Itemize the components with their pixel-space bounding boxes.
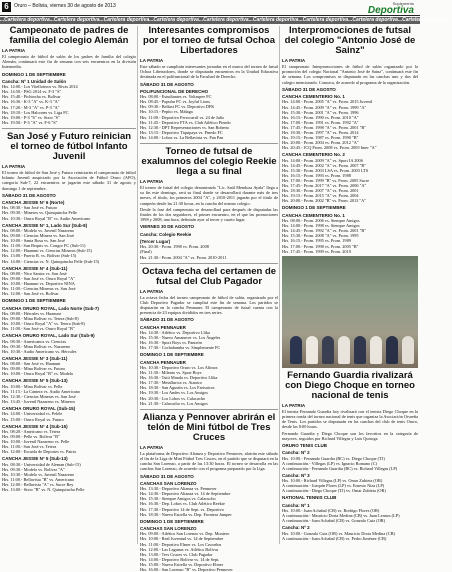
- venue-heading: Cancha: Nº 1: [282, 502, 310, 508]
- schedule-heading: SÁBADO 31 DE AGOSTO: [140, 81, 194, 87]
- fixture-line: Hrs. 10:30.- Audio Americano vs. Hércules: [2, 348, 77, 354]
- schedule-heading: DOMINGO 1 DE SEPTIEMBRE: [282, 205, 346, 211]
- article-title: Alianza y Pennover abrirán el telón de Mini fútbol de Tres Cruces: [142, 411, 276, 443]
- schedule-heading: SÁBADO 31 DE AGOSTO: [140, 317, 194, 323]
- fixture-line: Hrs. 11:45.- Deportivo FTA vs. Club Atlético Pinedo: [140, 119, 231, 125]
- fixture-line: Hrs. 14:45.- Prom. 2002 "A" vs. Prom. 2007 "B": [282, 162, 367, 168]
- fixture-line: Hrs. 19:30.- Los Andes vs. Los Amigos: [140, 390, 208, 396]
- fixture-line: Hrs. 09:00.- Pelle vs. Bolívar "B": [2, 434, 60, 440]
- article-body: Desde la fase del campeonato se desarrollará para después de disputadas las finales de los dos seguidores, el primer encuentro, en el que las promociones 1998 y 2008, una hora, definirán ayer al tercer y cuarto lugar.: [140, 206, 278, 223]
- column-middle: [140, 25, 278, 572]
- venue-heading: ORURO TENIS CLUB: [282, 442, 327, 448]
- venue-heading: CANCHA PENNAUER: [140, 324, 186, 330]
- article-body: El torneo de futsal del colegio denominado "Lic. Saúl Mendoza Ayala" llega a su fin este domingo, será su final donde se desarrollará durante más de tres meses, el título, los primeros 2004 "A", y 2010-2011 jugarán por el título de campeón desde las 21:30 horas, en la cancha del mismo colegio.: [140, 185, 278, 206]
- photo-figure: [402, 336, 414, 364]
- fixture-list: [2, 429, 136, 454]
- article-kicker: LA PATRIA: [140, 444, 164, 450]
- venue-heading: CANCHAS SAN LORENZO: [140, 480, 197, 486]
- fixture-list: [2, 228, 136, 264]
- venue-heading: Cancha: Nº 1 Unidad de Salón: [2, 78, 67, 84]
- column-divider: [279, 26, 280, 544]
- fixture-line: Hrs. 08:00.- Hércules vs. Huanuni: [2, 310, 61, 316]
- article-title: Fernando Guardia rivalizará con Diego Choque en torneo nacional de tenis: [285, 369, 415, 401]
- fixture-line: Hrs. 14:00.- Prom. 2009 "A" vs. Sport IA 2006: [282, 157, 363, 163]
- article-kicker: LA PATRIA: [140, 179, 164, 185]
- fixture-line: Hrs. 14:30.- Deportivo Alianza vs. 14 de Septiembre: [140, 491, 231, 497]
- fixture-list: [140, 94, 278, 140]
- venue-heading: CANCHA CEMENTERIO No. 2: [282, 152, 345, 158]
- fixture-list: [282, 456, 418, 471]
- fixture-line: Hrs. 19:00.- P-3 "S" vs. Sixto "S": [2, 114, 60, 120]
- fixture-line: Hrs. 14:30.- Atlético vs. Deportivo Llika: [140, 330, 210, 336]
- divider: [140, 409, 278, 410]
- fixture-line: A continuación.- Juan Achabal (CB) vs. Gonzalo Cuiz (OR): [282, 518, 386, 524]
- photo-figure: [370, 336, 382, 364]
- venue-heading: CANCHA ORURO ROYAL (Sub-15): [2, 406, 76, 412]
- fixture-list: [282, 218, 418, 254]
- article-kicker: LA PATRIA: [282, 402, 306, 408]
- fixture-line: Hrs. 09:00.- San José vs. Oruro Royal "A": [2, 275, 75, 281]
- venue-heading: CANCHA JESSIE N° 4 (Sub-11): [2, 265, 68, 271]
- fixture-line: Hrs. 12:30.- DPT Representaciones vs. San Roberto: [140, 124, 230, 130]
- fixture-line: Hrs. 11:00.- Ciencias Mineras vs. San José: [2, 286, 76, 292]
- fixture-line: Hrs. 14:00.- Deportivo Bolívar vs. 14 de Sept.: [140, 556, 220, 562]
- venue-heading: Cancha: Nº 2: [282, 525, 310, 531]
- fixture-line: Hrs. 18:30.- Prom. 1997 "A" vs. Prom. 2014: [282, 129, 359, 135]
- column-right: [282, 26, 418, 544]
- venue-heading: POLIFUNCIONAL DE DERECHO: [140, 88, 209, 94]
- fixture-line: A continuación.- Mauricio Doria Medina (CB) vs. Juan Leanos (LP): [282, 513, 400, 519]
- fixture-line: Hrs. 16:30.- K-3 "A" vs. K-3 "A": [2, 99, 60, 105]
- fixture-list: [282, 158, 418, 204]
- fixture-line: Hrs. 17:45.- Prom. 2017 "A" vs. Prom. 2006 "A": [282, 183, 367, 189]
- divider: [140, 143, 278, 144]
- fixture-line: Hrs. 17:00.- Prom. 1998 vs. Prom. 2005 "B": [282, 243, 359, 249]
- article-kicker: LA PATRIA: [282, 58, 306, 63]
- photo-figure: [290, 336, 302, 364]
- fixture-line: Hrs. 14:45.- Prom. 2009 "A" vs. Prom. 1999 "A": [282, 104, 367, 110]
- fixture-line: Hrs. 10:00.- Oruro Royal "A" vs. Tetera (Sub-8): [2, 321, 85, 327]
- article-title: Interesantes compromisos por el torneo de futsal Ochoa Libertadores: [143, 25, 275, 56]
- schedule-heading: DOMINGO 1 DE SEPTIEMBRE: [2, 298, 66, 304]
- fixture-line: Hrs. 08:30.- Americanos vs. Ciencias: [2, 338, 67, 344]
- venue-heading: Cancha: Nº 3: [282, 472, 310, 478]
- fixture-list: [140, 531, 278, 572]
- fixture-line: Hrs. 16:00.- San Lorenzo "B" vs. Deportivo Pennover: [140, 566, 233, 572]
- fixture-line: Hrs. 10:00.- Huanuni vs. Deportivo NINA: [2, 281, 75, 287]
- fixture-line: Hrs. 09:30.- Mineros vs. Quinquincha Pelle: [2, 210, 77, 216]
- article-kicker: LA PATRIA: [140, 58, 164, 63]
- photo-figure: [386, 336, 398, 364]
- fixture-line: Hrs. 12:00.- Bellavista "A" vs. Sucre Rey: [2, 482, 74, 488]
- fixture-line: Hrs. 09:30.- Modelo vs. Bolívar "A": [2, 466, 65, 472]
- fixture-line: Hrs. 10:00.- Richard Villegas (LP) vs. Omar Zubieta (OR): [282, 478, 383, 484]
- fixture-line: Hrs. 19:50.- P-3 "A" vs. F-6 "S": [2, 119, 58, 125]
- article-body: El campeonato de fútbol de salón de los padres de familia del colegio Alemán, continuará este fin de semana con seis encuentros en la división Intermedia.: [2, 54, 136, 70]
- schedule-heading: SÁBADO 31 DE AGOSTO: [282, 86, 336, 92]
- fixture-line: Hrs. 10:00.- Gonzalo Cuiz (OR) vs. Mauricio Doria Medina (CB): [282, 530, 395, 536]
- fixture-line: Hrs. 11:00.- San José vs. Tetera: [2, 444, 57, 450]
- fixture-line: Hrs. 13:45.- Juvenil Nazareno vs. Mineros: [2, 399, 76, 405]
- fixture-line: Hrs. 10:00.- Fernando Guardia (BC) vs. Diego Choque (TJ): [282, 455, 385, 461]
- fixture-line: Hrs. 18:30.- San Agustín vs. Los Farisaicos: [140, 385, 215, 391]
- venue-heading: NATIONAL TENNIS CLUB: [282, 495, 337, 501]
- fixture-list: [140, 486, 278, 517]
- fixture-line: Hrs. 08:00.- Modelo vs. Juvenil Nazareno: [2, 227, 75, 233]
- schedule-heading: SÁBADO 31 DE AGOSTO: [2, 192, 56, 198]
- fixture-line: Hrs. 11:00.- San Bequis vs. Congor FC (Sub-11): [2, 243, 86, 249]
- article-body: La octava fecha del torneo campeonato de fútbol de salón, organizado por el Club Deportivo Pagador se cumplirá este fin de semana. Los partidos se disputarán en la cancha Pennauer. El campeonato de futsal cuenta con la presencia de 23 equipos divididos en tres series.: [140, 294, 278, 316]
- fixture-line: Hrs. 16:15.- Prom. 1995 vs. Prom. 1989: [282, 238, 351, 244]
- fixture-list: [282, 99, 418, 150]
- venue-heading: Cancha: Colegio Reekie: [140, 231, 192, 237]
- fixture-list: [140, 330, 278, 350]
- dateline: Oruro – Bolivia, viernes 30 de agosto de 2013: [14, 3, 116, 9]
- fixture-line: Hrs. 19:15.- Prom. 1987 vs. Prom. 1990 "B": [282, 135, 359, 141]
- fixture-line: Hrs. 18:30.- Nueva Estrella vs. Dep. Frontera Jumper: [140, 511, 232, 517]
- fixture-line: Hrs. 14:00.- Ciencias vs. N. Quinquincha Pelle (Sub-15): [2, 258, 100, 264]
- fixture-line: Hrs. 10:00.- Juvenil Nazareno vs. Pelle: [2, 439, 70, 445]
- fixture-line: Hrs. 10:30.- Modelo vs. Juvenil Nazareno: [2, 471, 75, 477]
- article-title: Octava fecha del certamen de futsal del Club Pagador: [141, 265, 277, 287]
- fixture-line: Hrs. 21:30.- Calacucho vs. Los Amigos: [140, 400, 208, 406]
- fixture-list: [2, 384, 136, 404]
- fixture-line: Hrs. 13:00.- Tres Cruces vs. Club Pagador: [140, 551, 213, 557]
- article-body: La plataforma de Deportivo Alianza y Deportivo Pennover, abrirán este sábado el fin de la Liga de Mini Fútbol Tres Cruces, en el partido que se disputará en la cancha San Lorenzo, a partir de las 13:30 horas. El torneo se desarrolla en las canchas San Lorenzo, de acuerdo con el programa preparado por la Liga.: [140, 450, 278, 472]
- venue-heading: CANCHAS SAN LORENZO: [140, 526, 197, 532]
- fixture-line: Hrs. 16:15.- Prom. 1990 vs. Prom. 2010 "A": [282, 114, 359, 120]
- fixture-line: Hrs. 13:00.- Puerto R. vs. Bolívar (Sub-15): [2, 253, 77, 259]
- section-brand: [368, 1, 414, 16]
- fixture-line: Hrs. 17:20.- M-3 "A" vs. P-3 "A": [2, 104, 60, 110]
- fixture-line: Hrs. 09:30.- Mina Bolívar vs. Nazareno: [2, 343, 71, 349]
- fixture-line: Hrs. 11:30.- Milenio vs. Sport Boys: [140, 370, 202, 376]
- venue-heading: CANCHA CEMENTERIO No. 1: [282, 94, 345, 100]
- article-title: Interpromociones de futsal del colegio "Antonio José de Sainz": [284, 25, 416, 56]
- article-body: El torneo de fútbol de San José y Futuro reiniciarán el campeonato de fútbol Infanto Juvenil auspiciado por la Asociación de Fútbol Oruro (AFO), categoría Sub-7, 22 encuentros se jugarán este sábado 31 de agosto y domingo 1 de septiembre.: [2, 169, 136, 191]
- fixture-list: [2, 205, 136, 220]
- fixture-line: Hrs. 15:30.- Prom. 2001 "A" vs. Prom. 1996: [282, 109, 359, 115]
- fixture-line: Hrs. 15:30.- Siempre Amigos vs. Calacucho: [140, 496, 216, 502]
- fixture-line: Hrs. 11:00.- Deportivo Ferrocarril vs. 24 de Julio: [140, 114, 225, 120]
- fixture-line: Hrs. 15:00.- Nueva Estrella vs. Deportivo Elmer: [140, 561, 224, 567]
- fixture-line: Hrs. 14:45.- Prom. 1992 "A" vs. Prom. 2001 "B": [282, 228, 367, 234]
- fixture-list: [2, 311, 136, 331]
- fixture-line: Hrs. 15:00.- Oruro Royal vs. Futuro: [2, 416, 64, 422]
- fixture-line: Hrs. 10:30.- Deportivo Oruro vs. Los Altinos: [140, 365, 218, 371]
- fixture-line: Hrs. 08:00.- Estudiantes vs. Voltaspee FC: [140, 94, 212, 100]
- photo-figure: [354, 336, 366, 364]
- brand-sub: Suplemento: [392, 1, 414, 6]
- fixture-line: A continuación.- Joaquín Flores (LP) vs. Ernesto Niza (LP): [282, 483, 385, 489]
- brand-name: Deportiva: [367, 5, 414, 16]
- fixture-list: [2, 271, 136, 296]
- fixture-line: Hrs. 09:00.- Mina Bolívar vs. Tetera (Sub-8): [2, 316, 79, 322]
- fixture-line: A continuación.- Diego Choque (TJ) vs. Omar Zubieta (OR): [282, 488, 386, 494]
- article-body: Este sábado se cumplirán interesantes jornadas en el marco del torneo de futsal Ochoa Libertadores, donde se disputarán encuentros en la Unidad Educativa destinada en el polifuncional de la Facultad de Derecho.: [140, 64, 278, 80]
- fixture-line: Hrs. 09:00.- Mina Bolívar vs. Futuro: [2, 366, 66, 372]
- fixture-line: Hrs. 17:00.- Prom. 1991 vs. Prom. 1992 "A": [282, 119, 359, 125]
- page-header: [0, 0, 420, 16]
- fixture-line: Hrs. 08:00.- San José vs. Huanuni: [2, 361, 61, 367]
- venue-heading: CANCHA JESSIE N° 5 (Sub-13): [2, 378, 68, 384]
- venue-heading: CANCHA PENNAUER: [140, 359, 186, 365]
- fixture-line: Hrs. 14:00.- Prom. 1998 vs. Siempre Amigos: [282, 223, 360, 229]
- venue-heading: Cancha: Nº 2: [282, 450, 310, 456]
- fixture-line: (Final): [140, 249, 152, 255]
- venue-heading: CANCHA CEMENTERIO No. 1: [282, 212, 345, 218]
- fixture-list: [2, 411, 136, 421]
- fixture-list: [2, 462, 136, 493]
- fixture-line: Hrs. 18:10.- Los Halcones vs. Liga FC: [2, 109, 69, 115]
- venue-heading: CANCHA JESSIE N° 3 (Sub-11): [2, 355, 68, 361]
- article-body: Fernando Guardia y Diego Choque son los favoritos en la categoría de mayores, seguidos por Richard Villegas y Luis Quiroga.: [282, 430, 418, 441]
- photo-figure: [338, 336, 350, 364]
- fixture-line: A continuación.- Juan Achabal (CB) vs. Pedro Jiménez (CB): [282, 535, 387, 541]
- fixture-list: [2, 84, 136, 125]
- fixture-line: Hrs. 14:00.- Lobos vs. La Bellavista vs. Pan Pan: [140, 134, 224, 140]
- schedule-heading: DOMINGO 1 DE SEPTIEMBRE: [140, 518, 204, 524]
- fixture-line: Hrs. 18:30.- Prom. 2007 "A" vs. Prom. 2001: [282, 188, 359, 194]
- fixture-list: [282, 508, 418, 523]
- article-kicker: LA PATRIA: [2, 163, 26, 169]
- fixture-line: Hrs. 20:00.- Prom. 2002 "B" vs. Prom. 2013 "A": [282, 198, 367, 204]
- fixture-line: Hrs. 16:30.- Dep. Lobos vs. Club Atlético Reekie: [140, 501, 225, 507]
- fixture-line: Hrs. 09:30.- Belfast FC vs. Deportivo DFK: [140, 104, 215, 110]
- fixture-line: Hrs. 11:15.- La Cantera vs. Audio Americano: [2, 388, 81, 394]
- team-photo: [282, 256, 418, 368]
- fixture-line: Hrs. 20:00.- Prom. 2004 vs. Prom. 2012 "A": [282, 140, 359, 146]
- article-title: San José y Futuro reinician el torneo de fútbol Infanto Juvenil: [6, 130, 132, 162]
- fixture-line: Hrs. 09:00.- Ciencias Minera vs. San José: [2, 233, 74, 239]
- schedule-heading: DOMINGO 1 DE SEPTIEMBRE: [2, 71, 66, 77]
- venue-heading: CANCHA ORURO ROYAL, Lado Norte (Sub-7): [2, 305, 99, 311]
- article-title: Torneo de futsal de exalumnos del colegio Reekie llega a su final: [141, 146, 277, 178]
- fixture-line: Hrs. 08:45.- Popular FC vs. Joyful Lions: [140, 99, 211, 105]
- fixture-list: [140, 365, 278, 406]
- fixture-line: Hrs. 10:00.- Oruro Royal "B" vs. Modelo: [2, 371, 74, 377]
- fixture-line: Hrs. 09:00.- Atlético San Lorenzo vs. Dep. Montero: [140, 531, 230, 537]
- fixture-line: Hrs. 14:00.- Universidad vs. Pelele: [2, 411, 63, 417]
- fixture-line: Hrs. 08:00.- Nico Santos vs. San José: [2, 270, 67, 276]
- venue-heading: CANCHA JESSIE N° 1, Lado Sur (Sub-8): [2, 222, 88, 228]
- fixture-line: Hrs. 13:30.- Deportivo Alianza vs. Pennover: [140, 486, 217, 492]
- fixture-line: Hrs. 15:40.- Pichincha vs. Bolívar: [2, 94, 61, 100]
- column-left: [2, 26, 136, 544]
- venue-heading: CANCHA ORURO ROYAL, Lado Sur (Sub-9): [2, 333, 95, 339]
- fixture-line: Hrs. 11:00.- San José vs. Oruro Royal "B": [2, 326, 75, 332]
- schedule-heading: VIERNES 30 DE AGOSTO: [140, 224, 195, 230]
- photo-figure: [306, 336, 318, 364]
- fixture-line: Hrs. 10:15.- Pepito vs. Málaga: [140, 109, 193, 115]
- page-number: 6: [2, 2, 11, 12]
- fixture-line: Hrs. 19:15.- Prom. 2015 "A" vs. Prom. 2004: [282, 193, 359, 199]
- fixture-line: Hrs. 12:30.- Ciencias Mineras vs. San José: [2, 393, 76, 399]
- fixture-line: Hrs. 08:30.- Universidad de Aleman (Sub-15): [2, 461, 81, 467]
- divider: [140, 263, 278, 264]
- divider: [2, 128, 136, 129]
- article-body: El campeonato Interpromociones de fútbol de salón organizado por la promoción del colegio Nacional "Antonio José de Sainz", continuará este fin de semana. Los compromisos se disputarán en las canchas uno y dos del colegio mencionado. Conozca, de acuerdo al programa de la organización.: [282, 64, 418, 85]
- article-body: El tenista Fernando Guardia hoy rivalizará con el tenista Diego Choque en la primera ronda del torneo nacional de tenis que organiza la Asociación Orureña de Tenis. Los partidos se disputarán en las canchas del club de tenis Oruro, desde las 8:00 horas.: [282, 408, 418, 430]
- fixture-line: Hrs. 08:20.- Americano vs. Tetera: [2, 428, 61, 434]
- article-kicker: LA PATRIA: [140, 288, 164, 294]
- fixture-line: Hrs. 13:00.- Sixto "B" vs. N. Quinquincha Pelle: [2, 487, 85, 493]
- fixture-list: [2, 339, 136, 354]
- fixture-line: Hrs. 12:00.- Escuela de Deportes vs. Patria: [2, 449, 76, 455]
- fixture-line: Hrs. 10:00.- Santa Rosa vs. San José: [2, 238, 65, 244]
- fixture-line: Hrs. 15:30.- Nuevo Amanecer vs. Los Ángeles: [140, 335, 221, 341]
- fixture-line: Hrs. 20:45.- JCQ Prom. 2008 vs. Prom. 2005 Inter "A": [282, 145, 377, 151]
- fixture-line: Hrs. 08:00.- Prom. 2006 vs. Siempre Amigos: [282, 218, 360, 224]
- fixture-line: Hrs. 11:00.- Bellavista "B" vs. Americano: [2, 476, 75, 482]
- venue-heading: CANCHA JESSIE N° 4 (Sub-15): [2, 423, 68, 429]
- fixture-line: Hrs. 20:30.- Prom. 1998 vs. Prom. 2008: [140, 244, 209, 250]
- fixture-list: [2, 361, 136, 376]
- fixture-line: Hrs. 10:00.- Juan Achabal (CB) vs. Rodrigo Flores (OR): [282, 508, 380, 513]
- fixture-line: Hrs. 17:30.- Cochabamba vs. Simplemente FC: [140, 345, 221, 351]
- fixture-line: Hrs. 12:00.- Las Lagunas vs. Atlético Bolívar: [140, 546, 219, 552]
- photo-figure: [322, 336, 334, 364]
- fixture-line: A continuación.- Fernando Guardia (BC) vs. Richard Villegas (LP): [282, 465, 398, 471]
- fixture-line: Hrs. 16:15.- Prom. 1993 vs. Prom. 1988: [282, 172, 351, 178]
- fixture-line: Hrs. 16:30.- Sport Boys vs. Panteón: [140, 340, 202, 346]
- schedule-heading: DOMINGO 1 DE SEPTIEMBRE: [140, 352, 204, 358]
- fixture-line: A continuación.- Villegas (LP) vs. Ignacio Romano (C): [282, 460, 378, 466]
- fixture-list: [282, 531, 418, 541]
- fixture-line: Hrs. 14:50.- PSG 2014 vs. F-3 "S": [2, 89, 62, 95]
- fixture-line: Hrs. 16:30.- Tuiti Manda vs. Deportivo Llika: [140, 375, 218, 381]
- fixture-line: Hrs. 13:15.- Deportivo Tiquipaya vs. Pinedo FC: [140, 129, 223, 135]
- fixture-line: Hrs. 17:30.- Metallurica vs. Atanico: [140, 380, 202, 386]
- venue-heading: (Tercer Lugar): [140, 239, 171, 245]
- fixture-line: Hrs. 17:45.- Prom. 1999 vs. Prom. 2010: [282, 248, 351, 254]
- article-title: Campeonato de padres de familia del colegio Alemán: [9, 25, 129, 46]
- fixture-line: Hrs. 14:00.- Los Vitelloteros vs. Rivas 2014: [2, 84, 78, 90]
- fixture-line: Hrs. 15:30.- Prom. 2008 "A" vs. Prom. 1995: [282, 233, 359, 239]
- fixture-line: Hrs. 10:30.- Oruro Royal "B" vs. Audio Americano: [2, 215, 91, 221]
- fixture-line: Hrs. 08:30.- San José vs. Futuro: [2, 205, 58, 211]
- column-divider: [137, 26, 138, 544]
- fixture-list: [282, 478, 418, 493]
- schedule-heading: SÁBADO 31 DE AGOSTO: [140, 473, 194, 479]
- fixture-line: Hrs. 15:30.- Prom. 2003 LSA vs. Prom. 2003 LTS: [282, 167, 369, 173]
- fixture-line: Hrs. 20:30.- Los Lobos vs. Calacucho: [140, 395, 206, 401]
- fixture-line: Hrs. 12:00.- Huanuni vs. Ciencias Mineras (Sub-15): [2, 248, 92, 254]
- fixture-line: Hrs. 17:00.- Prom. 1999 "B" vs. Prom. 2005 Sucre: [282, 178, 370, 184]
- fixture-list: [140, 244, 278, 259]
- fixture-line: Hrs. 17:30.- Deportivo 14 de Sept. vs. Deportivo: [140, 506, 224, 512]
- fixture-line: Hrs. 11:00.- Deportivo Elmer vs. Los Cruceños: [140, 541, 222, 547]
- photo-figures: [286, 300, 414, 330]
- fixture-line: Hrs. 21:30.- Prom. 2004 "A" vs. Prom. 2010-2011: [140, 254, 227, 260]
- section-ticker: ...Cartelera deportiva...Cartelera deportiva...Cartelera deportiva...Cartelera deportiva...Cartelera deportiva...Cartelera deportiva...Cartelera deportiva...Cartelera deportiva...Cartelera deportiva...: [0, 17, 452, 23]
- fixture-line: Hrs. 17:45.- Prom. 1998 "A" vs. Prom. 2001 "B": [282, 124, 367, 130]
- fixture-line: Hrs. 10:00.- Real Juventud vs. 14 de Septiembre: [140, 536, 224, 542]
- venue-heading: CANCHA JESSIE N° 5 (Sub-13): [2, 456, 68, 462]
- fixture-line: Hrs. 10:00.- Mina Bolívar vs. Pelle: [2, 383, 63, 389]
- venue-heading: CANCHA JESSIE N° 6 (Norte): [2, 200, 65, 206]
- fixture-line: Hrs. 12:00.- San José vs. Bolívar: [2, 291, 59, 297]
- fixture-line: Hrs. 14:00.- Prom. 2005 "A" vs. Prom. 2015 Juvenil: [282, 99, 373, 105]
- article-kicker: LA PATRIA: [2, 48, 26, 53]
